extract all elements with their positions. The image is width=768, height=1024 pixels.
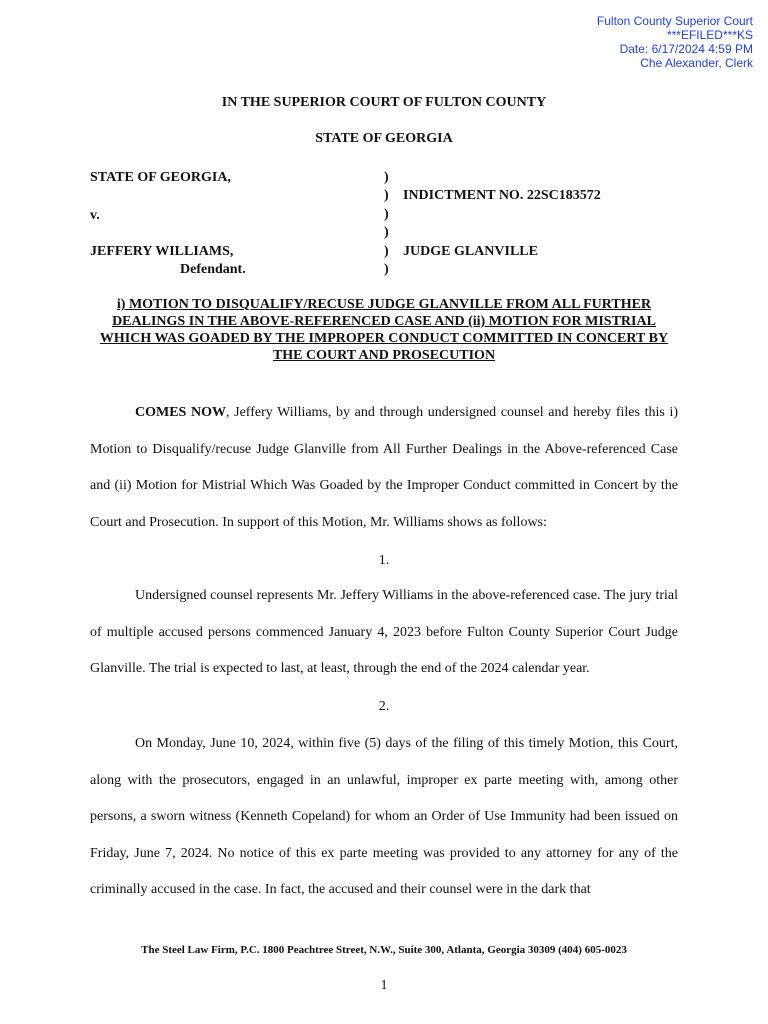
versus: v. bbox=[90, 208, 100, 223]
intro-paragraph bbox=[90, 395, 678, 541]
plaintiff: STATE OF GEORGIA, bbox=[90, 170, 231, 185]
stamp-efiled: ***EFILED***KS bbox=[666, 28, 753, 42]
caption-paren: ) bbox=[384, 225, 389, 240]
footer-firm-address: The Steel Law Firm, P.C. 1800 Peachtree Street, N.W., Suite 300, Atlanta, Georgia 30309 (404) 605-0023 bbox=[141, 944, 627, 956]
caption-paren: ) bbox=[384, 244, 389, 259]
court-heading: IN THE SUPERIOR COURT OF FULTON COUNTY bbox=[221, 95, 547, 110]
caption-paren: ) bbox=[384, 207, 389, 222]
paragraph-1: Undersigned counsel represents Mr. Jeffery Williams in the above-referenced case. The jury trial of multiple accused persons commenced January 4, 2023 before Fulton County Superior Court Judge Glanville. The trial is expected to last, at least, through the end of the 2024 calendar year. bbox=[90, 588, 678, 676]
paragraph-2: On Monday, June 10, 2024, within five (5) days of the filing of this timely Motion, this Court, along with the prosecutors, engaged in an unlawful, improper ex parte meeting with, among other persons, a sworn witness (Kenneth Copeland) for whom an Order of Use Immunity had been issued on Friday, June 7, 2024. No notice of this ex parte meeting was provided to any attorney for any of the criminally accused in the case. In fact, the accused and their counsel were in the dark that bbox=[90, 736, 678, 897]
intro-text: , Jeffery Williams, by and through undersigned counsel and hereby files this i) Motion to Disqualify/recuse Judge Glanville from All Further Dealings in the Above-referenced Case and (ii) Motion for Mistrial Which Was Goaded by the Improper Conduct committed in Concert by the Court and Prosecution. In support of this Motion, Mr. Williams shows as follows: bbox=[90, 405, 678, 530]
motion-title: i) MOTION TO DISQUALIFY/RECUSE JUDGE GLANVILLE FROM ALL FURTHER DEALINGS IN THE ABOVE-REFERENCED CASE AND (ii) MOTION FOR MISTRIAL WHICH WAS GOADED BY THE IMPROPER CONDUCT COMMITTED IN CONCERT BY THE COURT AND PROSECUTION bbox=[99, 297, 669, 363]
page-number: 1 bbox=[380, 978, 388, 993]
efiled-stamp bbox=[597, 14, 753, 70]
paragraph-number: 2. bbox=[378, 699, 390, 714]
caption-paren: ) bbox=[384, 188, 389, 203]
stamp-court: Fulton County Superior Court bbox=[596, 14, 753, 28]
stamp-date: Date: 6/17/2024 4:59 PM bbox=[619, 42, 753, 56]
indictment-number: INDICTMENT NO. 22SC183572 bbox=[403, 188, 601, 203]
defendant: JEFFERY WILLIAMS, bbox=[90, 244, 234, 259]
caption-paren: ) bbox=[384, 262, 389, 277]
defendant-role: Defendant. bbox=[180, 262, 246, 277]
paragraph-number: 1. bbox=[378, 553, 390, 568]
judge-name: JUDGE GLANVILLE bbox=[403, 244, 538, 259]
stamp-clerk: Che Alexander, Clerk bbox=[640, 56, 753, 70]
state-heading: STATE OF GEORGIA bbox=[315, 131, 453, 146]
intro-lead: COMES NOW bbox=[135, 405, 226, 420]
caption-paren: ) bbox=[384, 170, 389, 185]
